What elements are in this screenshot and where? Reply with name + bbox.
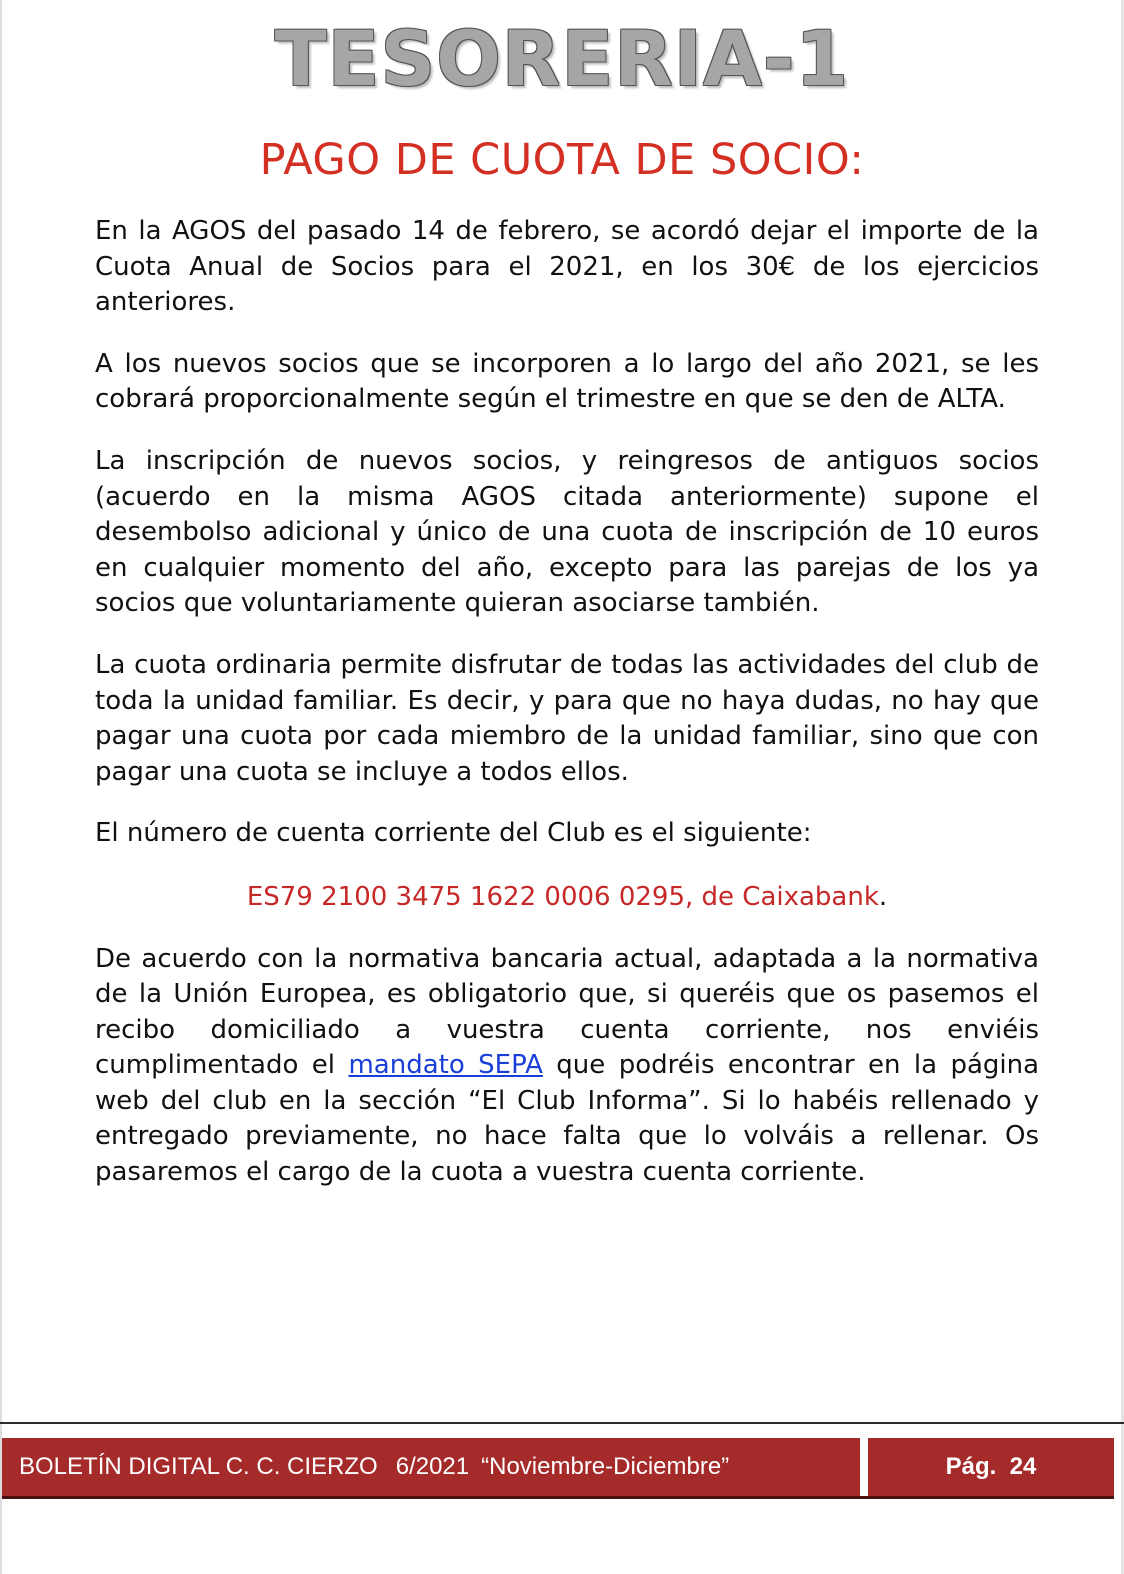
paragraph-sepa-after: que podréis encontrar en la página web del club en la sección “El Club Informa”. Si lo habéis rellenado y entregado previamente, no hace falta que lo volváis a rellenar. Os pasaremos el cargo de la cuota a vuestra cuenta corriente. xyxy=(95,1050,1040,1188)
paragraph-family-unit: La cuota ordinaria permite disfrutar de todas las actividades del club de toda la unidad familiar. Es decir, y para que no haya dudas, no hay que pagar una cuota por cada miembro de la unidad familiar, sino que con pagar una cuota se incluye a todos ellos. xyxy=(95,649,1039,787)
page-title: TESORERIA-1 xyxy=(274,14,850,103)
sepa-mandate-link[interactable]: mandato SEPA xyxy=(348,1050,543,1081)
iban-number: ES79 2100 3475 1622 0006 0295, de Caixabank xyxy=(246,881,879,912)
footer-publication: BOLETÍN DIGITAL C. C. CIERZO xyxy=(19,1453,378,1480)
paragraph-sepa xyxy=(95,942,1039,1191)
footer-page-number: 24 xyxy=(1009,1453,1037,1480)
paragraph-sepa-before: De acuerdo con la normativa bancaria actual, adaptada a la normativa de la Unión Europea, es obligatorio que, si queréis que os pasemos el recibo domiciliado a vuestra cuenta corriente, nos enviéis cumplimentado el xyxy=(95,943,1039,1081)
footer-publication-info xyxy=(2,1438,860,1496)
footer-divider xyxy=(0,1422,1124,1424)
footer-issue: 6/2021 xyxy=(395,1453,470,1480)
paragraph-fee-amount: En la AGOS del pasado 14 de febrero, se acordó dejar el importe de la Cuota Anual de Socios para el 2021, en los 30€ de los ejercicios anteriores. xyxy=(95,216,1039,318)
footer-page-info xyxy=(868,1438,1114,1496)
footer-shadow xyxy=(2,1496,1114,1499)
paragraph-new-members: A los nuevos socios que se incorporen a lo largo del año 2021, se les cobrará proporcionalmente según el trimestre en que se den de ALTA. xyxy=(95,348,1039,415)
footer-period: “Noviembre-Diciembre” xyxy=(481,1453,730,1480)
section-title: PAGO DE CUOTA DE SOCIO: xyxy=(259,135,865,185)
iban-line xyxy=(95,880,1039,916)
footer-page-label: Pág. xyxy=(945,1453,997,1480)
page-border-left xyxy=(0,0,2,1574)
paragraph-inscription: La inscripción de nuevos socios, y reingresos de antiguos socios (acuerdo en la misma AGOS citada anteriormente) supone el desembolso adicional y único de una cuota de inscripción de 10 euros en cualquier momento del año, excepto para las parejas de los ya socios que voluntariamente quieran asociarse también. xyxy=(95,445,1039,619)
iban-period: . xyxy=(878,881,888,912)
footer-bar xyxy=(2,1438,1114,1496)
paragraph-account-intro: El número de cuenta corriente del Club es el siguiente: xyxy=(95,818,812,849)
document-body xyxy=(95,214,1039,1217)
